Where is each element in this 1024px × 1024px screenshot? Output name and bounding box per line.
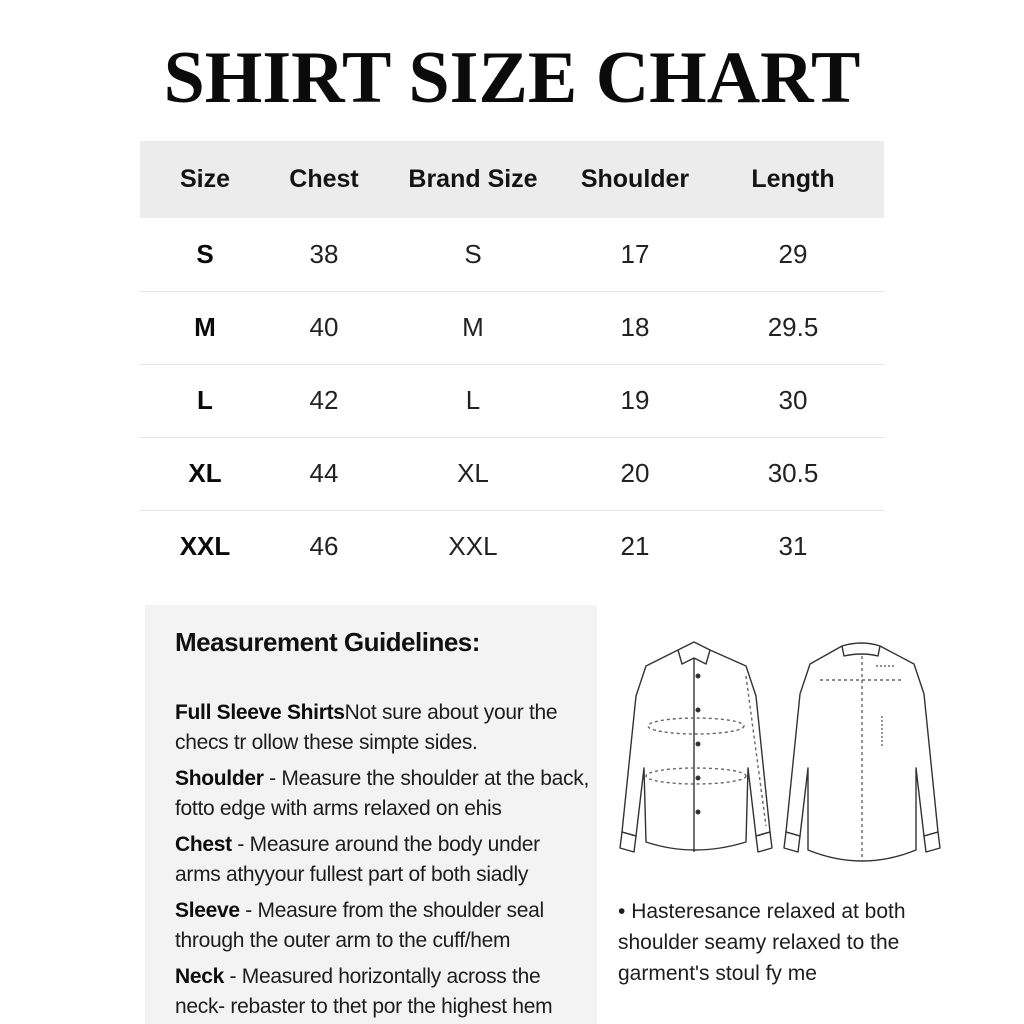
note-bullet: • xyxy=(618,900,626,923)
guideline-full-sleeve xyxy=(175,698,590,758)
table-row xyxy=(140,218,884,291)
size-cell: XXL xyxy=(140,510,270,583)
shirt-illustration xyxy=(606,636,946,876)
guideline-neck xyxy=(175,962,590,1022)
shoulder-cell: 17 xyxy=(620,238,650,269)
guideline-chest xyxy=(175,830,590,890)
length-cell: 29.5 xyxy=(702,291,884,364)
column-header-brand-size: Brand Size xyxy=(378,141,568,218)
brand-size-cell: XXL xyxy=(378,510,568,583)
table-row xyxy=(140,291,884,364)
guideline-term: Full Sleeve Shirts xyxy=(175,701,345,724)
guideline-term: Sleeve xyxy=(175,899,240,922)
length-cell: 29 xyxy=(778,238,808,269)
size-cell: L xyxy=(140,364,270,437)
chest-cell: 46 xyxy=(270,510,378,583)
table-row xyxy=(140,510,884,583)
length-cell: 30.5 xyxy=(702,437,884,510)
guidelines-heading: Measurement Guidelines: xyxy=(175,627,480,657)
shoulder-cell: 20 xyxy=(568,437,702,510)
chest-cell: 40 xyxy=(270,291,378,364)
guideline-text: - Measured horizontally across the neck- rebaster to thet por the highest hem xyxy=(175,965,553,1018)
chest-cell: 38 xyxy=(309,238,339,269)
guideline-shoulder xyxy=(175,764,590,824)
length-cell: 31 xyxy=(702,510,884,583)
guideline-text: - Measure the shoulder at the back, fotto edge with arms relaxed on ehis xyxy=(175,767,589,820)
table-row xyxy=(140,364,884,437)
brand-size-cell: S xyxy=(464,238,482,269)
guideline-text: - Measure from the shoulder seal through the outer arm to the cuff/hem xyxy=(175,899,544,952)
page-title: SHIRT SIZE CHART xyxy=(163,37,861,119)
fit-note xyxy=(618,896,958,989)
shoulder-cell: 18 xyxy=(568,291,702,364)
chest-cell: 42 xyxy=(270,364,378,437)
guideline-term: Chest xyxy=(175,833,232,856)
note-text: Hasteresance relaxed at both shoulder seamy relaxed to the garment's stoul fy me xyxy=(618,900,906,985)
brand-size-cell: M xyxy=(378,291,568,364)
column-header-length: Length xyxy=(702,141,884,218)
length-cell: 30 xyxy=(702,364,884,437)
table-header-row xyxy=(140,141,884,218)
guideline-term: Neck xyxy=(175,965,225,988)
size-cell: M xyxy=(140,291,270,364)
column-header-shoulder: Shoulder xyxy=(568,141,702,218)
guideline-text: - Measure around the body under arms athyyour fullest part of both siadly xyxy=(175,833,540,886)
guideline-term: Shoulder xyxy=(175,767,264,790)
size-cell: XL xyxy=(140,437,270,510)
shoulder-cell: 21 xyxy=(568,510,702,583)
table-row xyxy=(140,437,884,510)
brand-size-cell: XL xyxy=(378,437,568,510)
shoulder-cell: 19 xyxy=(568,364,702,437)
measurement-guidelines-panel xyxy=(145,605,597,1024)
chest-cell: 44 xyxy=(270,437,378,510)
brand-size-cell: L xyxy=(378,364,568,437)
size-table xyxy=(140,141,884,583)
guideline-text: Not sure about your the checs tr ollow these simpte sides. xyxy=(175,701,558,754)
column-header-chest: Chest xyxy=(270,141,378,218)
size-cell: S xyxy=(196,238,214,269)
shirt-back-icon xyxy=(784,643,940,862)
shirt-front-icon xyxy=(620,642,772,852)
column-header-size: Size xyxy=(140,141,270,218)
guideline-sleeve xyxy=(175,896,590,956)
